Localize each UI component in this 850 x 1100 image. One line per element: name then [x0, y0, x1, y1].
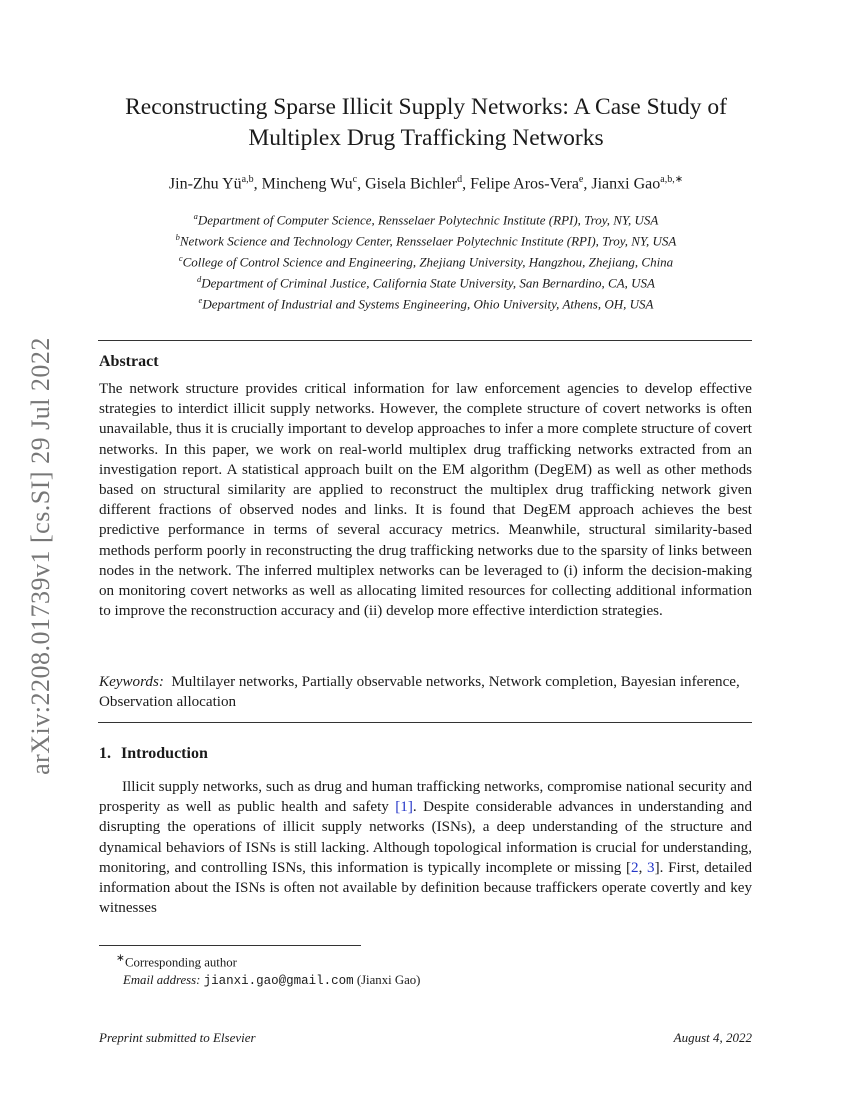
- affiliation-mark: a: [193, 211, 198, 221]
- abstract-bottom-rule: [98, 722, 752, 723]
- footer-date: August 4, 2022: [673, 1030, 752, 1045]
- title-line-2: Multiplex Drug Trafficking Networks: [248, 125, 604, 151]
- email-label: Email address:: [123, 973, 201, 988]
- footnote-rule: [99, 945, 361, 946]
- affiliation-item: [100, 250, 752, 271]
- affiliation-item: [100, 208, 752, 229]
- author-name: Gisela Bichler: [365, 175, 458, 193]
- author-name: Jianxi Gao: [591, 175, 661, 193]
- affiliation-mark: d: [196, 273, 202, 284]
- affiliation-item: [100, 229, 752, 250]
- section-number: 1.: [99, 745, 111, 762]
- paper-title: [100, 92, 752, 154]
- affiliation-text: Department of Criminal Justice, California State University, San Bernardino, CA, USA: [201, 275, 655, 291]
- intro-text-1: Illicit supply networks, such as drug and human trafficking networks, compromise national security and prosperity as well as public health and safety: [99, 779, 752, 816]
- abstract-top-rule: [98, 340, 752, 341]
- intro-text-2: . Despite considerable advances in understanding and disrupting the operations of illicit supply networks (ISNs), a deep understanding of the structure and dynamical behaviors of ISNs is still lacking. Although topological information is crucial for understanding, monitoring, and controlling ISNs, this information is typically incomplete or missing [: [99, 799, 752, 876]
- affiliation-text: Department of Industrial and Systems Engineering, Ohio University, Athens, OH, USA: [202, 296, 654, 312]
- footnote-email: [99, 971, 420, 990]
- footer-left: Preprint submitted to Elsevier: [99, 1030, 256, 1045]
- author-name: Felipe Aros-Vera: [470, 175, 579, 193]
- affiliation-item: [100, 271, 752, 292]
- intro-paragraph: [99, 777, 752, 918]
- arxiv-id-text: arXiv:2208.01739v1 [cs.SI] 29 Jul 2022: [26, 337, 56, 775]
- author-name: Mincheng Wu: [261, 175, 353, 193]
- section-heading: [99, 745, 208, 763]
- affiliation-text: College of Control Science and Engineering, Zhejiang University, Hangzhou, Zhejiang, China: [182, 254, 674, 270]
- affiliation-list: [100, 208, 752, 313]
- author-marks: e: [578, 174, 584, 185]
- affiliation-mark: e: [198, 294, 203, 305]
- abstract-text: The network structure provides critical information for law enforcement agencies to develop effective strategies to interdict illicit supply networks. However, the complete structure of covert networks is often unavailable, thus it is crucially important to develop approaches to infer a more complete structure of covert networks. In this paper, we work on real-world multiplex drug trafficking networks extracted from an investigation report. A statistical approach built on the EM algorithm (DegEM) as well as other methods based on structural similarity are applied to reconstruct the multiplex drug trafficking network given different fractions of observed nodes and links. It is found that DegEM approach achieves the best predictive performance in terms of several accuracy metrics. Meanwhile, structural similarity-based methods perform poorly in reconstructing the drug trafficking networks due to the sparsity of links between nodes in the network. The inferred multiplex networks can be leveraged to (i) inform the decision-making on monitoring covert networks as well as allocating limited resources for collecting additional information to improve the reconstruction accuracy and (ii) develop more effective interdiction strategies.: [99, 381, 752, 620]
- affiliation-text: Department of Computer Science, Rensselaer Polytechnic Institute (RPI), Troy, NY, USA: [197, 212, 659, 228]
- footnote-corresponding-text: Corresponding author: [124, 955, 237, 970]
- email-owner: (Jianxi Gao): [356, 973, 421, 988]
- author-marks: c: [352, 174, 358, 185]
- affiliation-text: Network Science and Technology Center, Rensselaer Polytechnic Institute (RPI), Troy, NY, USA: [179, 233, 677, 249]
- footnote-corresponding: ∗Corresponding author: [116, 953, 237, 970]
- citation-link[interactable]: [1]: [395, 799, 413, 816]
- author-list: Jin-Zhu Yü$^{a,b}$, Mincheng Wu$^c$, Gisela Bichler$^d$, Felipe Aros-Vera$^e$, Jianxi Gao$^{a,b,∗}$: [168, 174, 684, 193]
- affiliation-mark: c: [178, 252, 183, 263]
- keywords: [99, 672, 752, 712]
- affiliation-item: [100, 292, 752, 313]
- author-name: Jin-Zhu Yü: [168, 175, 242, 193]
- section-title: Introduction: [121, 745, 208, 762]
- author-marks: a,b: [241, 174, 254, 185]
- author-marks: a,b,∗: [660, 174, 684, 185]
- title-line-1: Reconstructing Sparse Illicit Supply Networks: A Case Study of: [125, 94, 727, 120]
- intro-text-3: ]. First, detailed information about the ISNs is often not available by definition because traffickers operate covertly and key witnesses: [99, 859, 753, 917]
- keywords-text: Multilayer networks, Partially observable networks, Network completion, Bayesian inference, Observation allocation: [99, 674, 740, 711]
- abstract-heading: Abstract: [99, 353, 159, 370]
- footnote: [99, 950, 420, 990]
- affiliation-mark: b: [175, 231, 180, 242]
- citation-link[interactable]: 2: [631, 859, 639, 876]
- keywords-label: Keywords:: [99, 674, 164, 690]
- arxiv-identifier: [18, 318, 64, 794]
- citation-link[interactable]: 3: [647, 859, 655, 876]
- author-marks: d: [457, 174, 463, 185]
- citation-separator: ,: [638, 859, 648, 876]
- email-address[interactable]: jianxi.gao@gmail.com: [203, 974, 354, 989]
- page-footer: [99, 1030, 752, 1046]
